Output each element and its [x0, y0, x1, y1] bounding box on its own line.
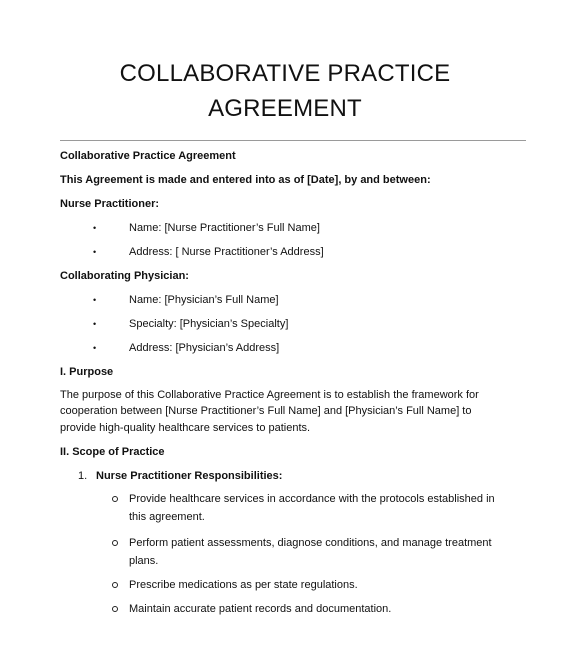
bullet-icon: • — [93, 343, 97, 353]
circle-bullet-icon — [112, 540, 118, 546]
np-name-item: Name: [Nurse Practitioner’s Full Name] — [129, 222, 320, 234]
purpose-heading: I. Purpose — [60, 366, 114, 378]
np-responsibilities-heading: Nurse Practitioner Responsibilities: — [96, 470, 283, 482]
bullet-icon: • — [93, 295, 97, 305]
responsibility-item-4: Maintain accurate patient records and documentation. — [129, 603, 392, 615]
physician-specialty-item: Specialty: [Physician’s Specialty] — [129, 318, 289, 330]
document-title-line-1: COLLABORATIVE PRACTICE — [119, 60, 451, 87]
intro-text: This Agreement is made and entered into as of [Date], by and between: — [60, 174, 431, 186]
bullet-icon: • — [93, 319, 97, 329]
responsibility-item-2-line-1: Perform patient assessments, diagnose conditions, and manage treatment — [129, 537, 492, 549]
circle-bullet-icon — [112, 496, 118, 502]
physician-label: Collaborating Physician: — [60, 270, 189, 282]
responsibility-item-1-line-1: Provide healthcare services in accordance with the protocols established in — [129, 493, 495, 505]
circle-bullet-icon — [112, 582, 118, 588]
purpose-line-1: The purpose of this Collaborative Practice Agreement is to establish the framework for — [60, 389, 479, 401]
purpose-line-3: provide high-quality healthcare services to patients. — [60, 422, 311, 434]
scope-heading: II. Scope of Practice — [60, 446, 165, 458]
section-heading: Collaborative Practice Agreement — [60, 150, 236, 162]
responsibility-item-1-line-2: this agreement. — [129, 511, 205, 523]
bullet-icon: • — [93, 223, 97, 233]
bullet-icon: • — [93, 247, 97, 257]
circle-bullet-icon — [112, 606, 118, 612]
document-title-line-2: AGREEMENT — [208, 95, 362, 122]
physician-name-item: Name: [Physician’s Full Name] — [129, 294, 279, 306]
purpose-line-2: cooperation between [Nurse Practitioner’s Full Name] and [Physician’s Full Name] to — [60, 405, 472, 417]
np-address-item: Address: [ Nurse Practitioner’s Address] — [129, 246, 324, 258]
title-divider — [60, 140, 526, 141]
responsibility-item-3: Prescribe medications as per state regulations. — [129, 579, 358, 591]
physician-address-item: Address: [Physician’s Address] — [129, 342, 280, 354]
list-number: 1. — [78, 470, 88, 482]
np-label: Nurse Practitioner: — [60, 198, 160, 210]
responsibility-item-2-line-2: plans. — [129, 555, 159, 567]
